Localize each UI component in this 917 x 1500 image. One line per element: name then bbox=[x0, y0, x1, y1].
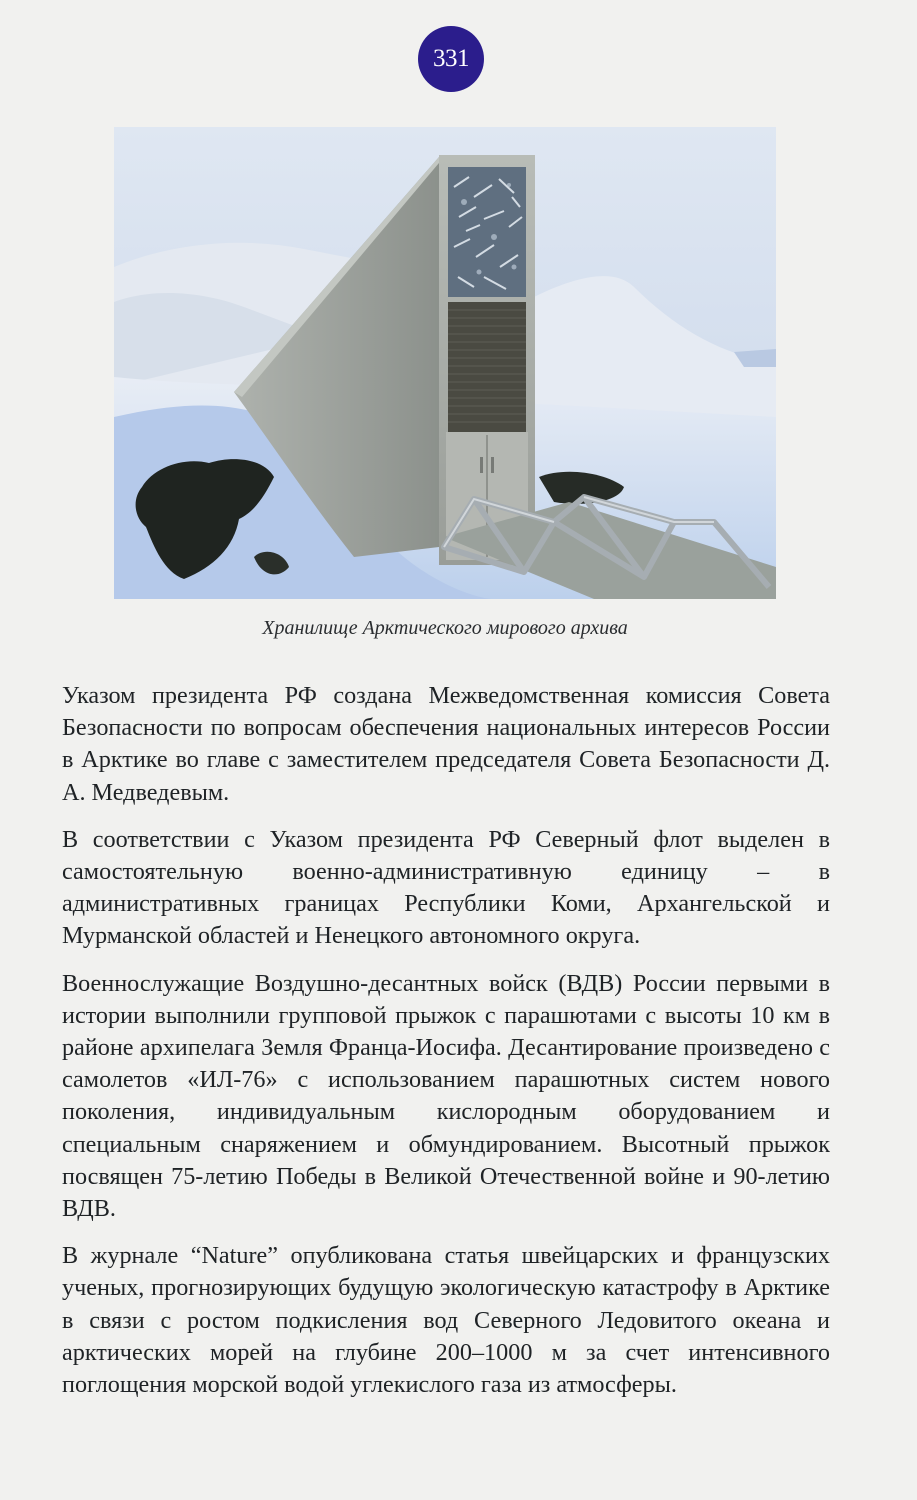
page-number: 331 bbox=[433, 45, 469, 72]
paragraph-commission: Указом президента РФ создана Межведомственная комиссия Совета Безопасности по вопросам обеспечения национальных интересов России в Арктике во главе с заместителем председателя Совета Безопасности Д. А. Медведевым. bbox=[62, 682, 830, 806]
paragraph-nature-article: В журнале “Nature” опубликована статья швейцарских и французских ученых, прогнозирующих будущую экологическую катастрофу в Арктике в связи с ростом подкисления вод Северного Ледовитого океана и арктических морей на глубине 200–1000 м за счет интенсивного поглощения морской водой углекислого газа из атмосферы. bbox=[62, 1242, 830, 1399]
page-number-badge bbox=[418, 26, 484, 92]
vault-illustration bbox=[114, 127, 776, 599]
body-text bbox=[62, 680, 830, 1416]
vault-photo bbox=[114, 127, 776, 599]
paragraph-northern-fleet: В соответствии с Указом президента РФ Северный флот выделен в самостоятельную военно-административную единицу – в административных границах Республики Коми, Архангельской и Мурманской областей и Ненецкого автономного округа. bbox=[62, 825, 830, 950]
paragraph-parachute-jump: Военнослужащие Воздушно-десантных войск (ВДВ) России первыми в истории выполнили групповой прыжок с парашютами с высоты 10 км в районе архипелага Земля Франца-Иосифа. Десантирование произведено с самолетов «ИЛ-76» с использованием парашютных систем нового поколения, индивидуальным кислородным оборудованием и специальным снаряжением и обмундированием. Высотный прыжок посвящен 75-летию Победы в Великой Отечественной войне и 90-летию ВДВ. bbox=[62, 969, 830, 1223]
figure-caption: Хранилище Арктического мирового архива bbox=[262, 617, 628, 639]
